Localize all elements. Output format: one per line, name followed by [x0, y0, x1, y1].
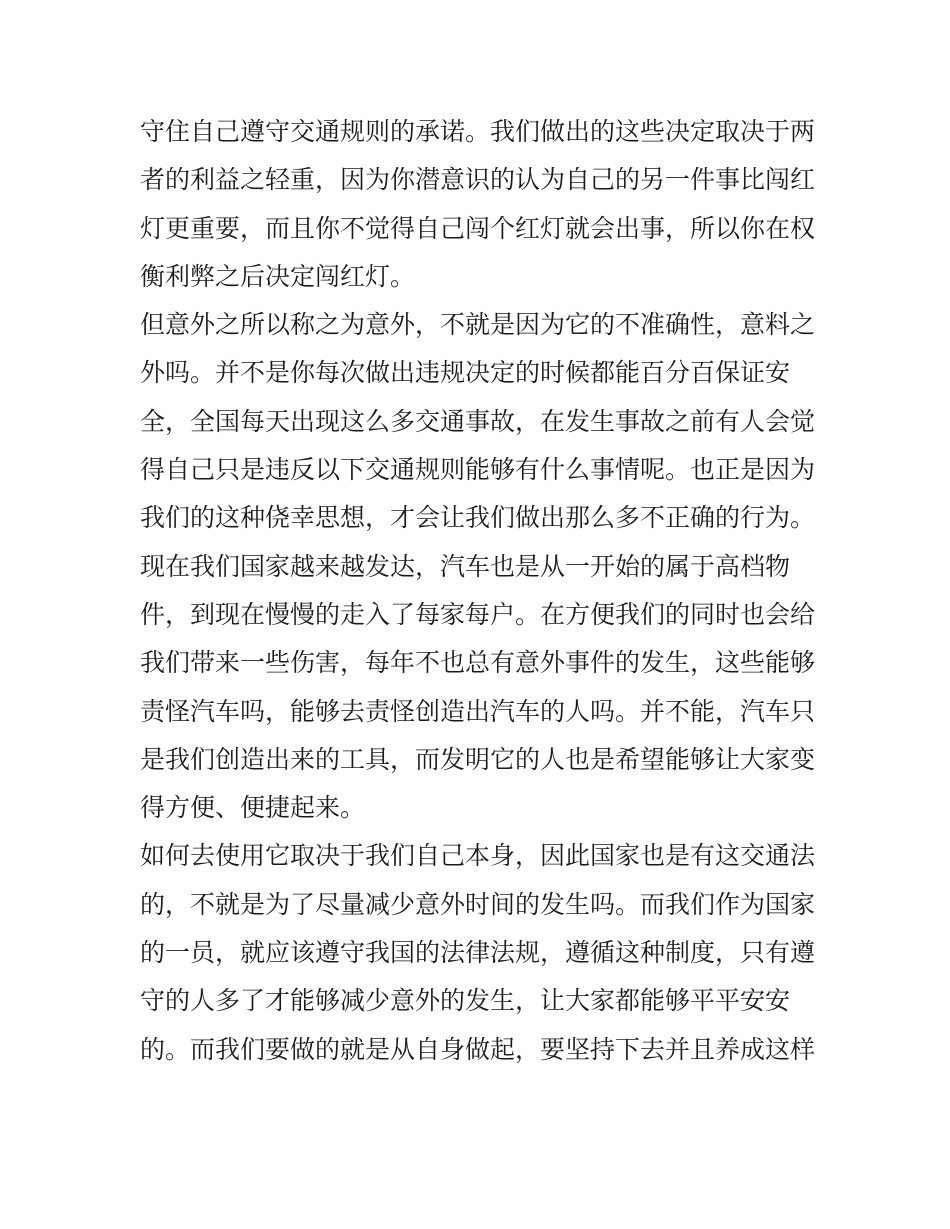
- text-line: 者的利益之轻重，因为你潜意识的认为自己的另一件事比闯红: [140, 165, 816, 195]
- text-line: 的，不就是为了尽量减少意外时间的发生吗。而我们作为国家: [140, 889, 816, 919]
- text-line: 灯更重要，而且你不觉得自己闯个红灯就会出事，所以你在权: [140, 213, 816, 243]
- body-text: [140, 108, 820, 1074]
- text-line: 得方便、便捷起来。: [140, 793, 366, 823]
- text-line: 责怪汽车吗，能够去责怪创造出汽车的人吗。并不能，汽车只: [140, 696, 816, 726]
- text-line: 是我们创造出来的工具，而发明它的人也是希望能够让大家变: [140, 744, 816, 774]
- text-line: 的一员，就应该遵守我国的法律法规，遵循这种制度，只有遵: [140, 938, 816, 968]
- text-line: 件，到现在慢慢的走入了每家每户。在方便我们的同时也会给: [140, 599, 816, 629]
- text-line: 我们的这种侥幸思想，才会让我们做出那么多不正确的行为。: [140, 503, 816, 533]
- text-line: 得自己只是违反以下交通规则能够有什么事情呢。也正是因为: [140, 455, 816, 485]
- text-line: 如何去使用它取决于我们自己本身，因此国家也是有这交通法: [140, 841, 816, 871]
- text-line: 外吗。并不是你每次做出违规决定的时候都能百分百保证安: [140, 358, 791, 388]
- text-line: 但意外之所以称之为意外，不就是因为它的不准确性，意料之: [140, 310, 816, 340]
- text-line: 的。而我们要做的就是从自身做起，要坚持下去并且养成这样: [140, 1034, 816, 1064]
- text-line: 衡利弊之后决定闯红灯。: [140, 261, 416, 291]
- text-line: 我们带来一些伤害，每年不也总有意外事件的发生，这些能够: [140, 648, 816, 678]
- text-line: 现在我们国家越来越发达，汽车也是从一开始的属于高档物: [140, 551, 791, 581]
- text-line: 守的人多了才能够减少意外的发生，让大家都能够平平安安: [140, 986, 791, 1016]
- text-line: 全，全国每天出现这么多交通事故，在发生事故之前有人会觉: [140, 406, 816, 436]
- text-line: 守住自己遵守交通规则的承诺。我们做出的这些决定取决于两: [140, 117, 816, 146]
